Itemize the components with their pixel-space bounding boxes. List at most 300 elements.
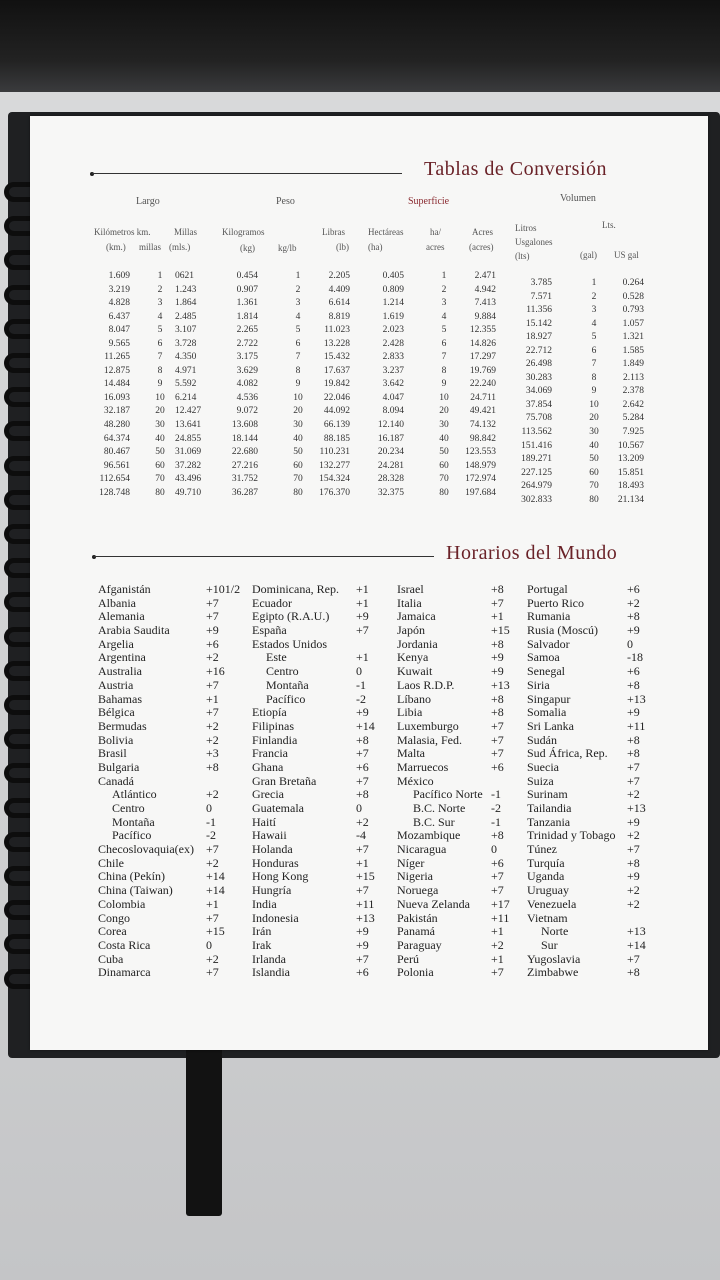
time-offset: +1 [356,595,369,610]
table-cell: 40 [439,433,449,444]
table-cell: 32.375 [377,487,404,498]
country-name: Bermudas [98,718,147,733]
list-item [98,802,248,816]
country-name: Libia [397,705,423,720]
table-cell: 30.283 [525,372,552,383]
country-name: Bulgaria [98,759,140,774]
list-item [252,857,392,871]
list-item [527,665,662,679]
time-offset: +1 [356,855,369,870]
table-cell: 6 [591,345,597,356]
country-name: Túnez [527,842,557,857]
table-cell: 12.140 [377,420,404,431]
header-hectareas: Hectáreas [368,227,404,237]
country-name: Kenya [397,650,429,665]
table-cell: 17.297 [469,352,496,363]
list-item [252,610,392,624]
list-item [252,816,392,830]
table-cell: 14.826 [469,338,496,349]
table-cell: 60 [439,460,449,471]
list-item [397,597,522,611]
table-cell: 80 [589,494,599,505]
country-name: Islandia [252,965,290,980]
country-name: Polonia [397,965,434,980]
time-offset: +1 [491,924,504,939]
list-item [397,953,522,967]
time-offset: +9 [627,705,640,720]
time-offset: +2 [356,814,369,829]
time-offset: +8 [491,705,504,720]
country-name: Austria [98,677,134,692]
list-item [397,939,522,953]
country-name: Perú [397,951,419,966]
table-cell: 80 [293,487,303,498]
world-times-column-1 [98,583,248,980]
table-cell: 8.094 [382,406,404,417]
list-item [527,679,662,693]
time-offset: +1 [206,691,219,706]
list-item [252,925,392,939]
list-item [98,597,248,611]
country-name: India [252,896,277,911]
time-offset: +15 [491,623,510,638]
list-item [527,898,662,912]
list-item [397,747,522,761]
list-item [98,870,248,884]
list-item [397,843,522,857]
country-name: Colombia [98,896,146,911]
country-name: Marruecos [397,759,449,774]
time-offset: +2 [206,650,219,665]
list-item [527,816,662,830]
time-offset: +9 [627,623,640,638]
table-cell: 40 [293,433,303,444]
list-item [397,624,522,638]
table-cell: 16.187 [377,433,404,444]
country-name: Tailandia [527,801,572,815]
country-name: Bahamas [98,691,142,706]
world-times-column-3 [397,583,522,980]
time-offset: +8 [627,746,640,761]
table-cell: 3.629 [236,365,258,376]
country-name: México [397,773,434,788]
table-cell: 3 [441,298,447,309]
table-cell: 197.684 [465,487,496,498]
list-item [98,624,248,638]
country-name: Samoa [527,650,560,665]
table-cell: 2 [591,291,597,302]
country-name: Norte [541,924,569,939]
time-offset: +9 [206,623,219,638]
list-item [397,610,522,624]
time-offset: +7 [627,773,640,788]
world-times-column-4 [527,583,662,980]
table-cell: 21.134 [617,494,644,505]
country-name: Checoslovaquia(ex) [98,842,194,857]
time-offset: +8 [627,609,640,624]
table-cell: 151.416 [521,440,552,451]
table-cell: 22.680 [231,447,258,458]
country-name: Hawaii [252,828,287,843]
list-item [98,953,248,967]
list-item [98,966,248,980]
table-cell: 9.884 [474,311,496,322]
country-name: Salvador [527,636,570,651]
table-cell: 112.654 [99,474,130,485]
table-cell: 3.107 [175,325,197,336]
table-cell: 7.571 [530,291,552,302]
time-offset: +11 [356,896,375,911]
table-cell: 176.370 [319,487,350,498]
list-item [527,624,662,638]
country-name: Pacífico [266,691,306,706]
table-cell: 16.093 [103,392,130,403]
table-cell: 34.069 [525,386,552,397]
header-kg: (kg) [240,243,255,253]
country-name: Montaña [266,677,309,692]
country-name: Italia [397,595,422,610]
list-item [252,802,392,816]
country-name: Cuba [98,951,124,966]
country-name: Montaña [112,814,155,829]
list-item [527,802,662,816]
table-cell: 3.237 [382,365,404,376]
table-cell: 18.927 [525,332,552,343]
time-offset: +8 [627,677,640,692]
header-gal: (gal) [580,250,597,260]
table-cell: 19.842 [323,379,350,390]
table-cell: 1.864 [175,298,197,309]
column-ha [366,270,404,500]
list-item [397,912,522,926]
country-name: Hong Kong [252,869,309,884]
list-item [252,884,392,898]
time-offset: +2 [206,855,219,870]
country-name: Albania [98,595,136,610]
table-cell: 17.637 [323,365,350,376]
time-offset: +9 [627,869,640,884]
time-offset: +14 [356,718,375,733]
table-cell: 22.712 [525,345,552,356]
time-offset: +7 [206,595,219,610]
country-name: Senegal [527,664,565,679]
list-item [397,583,522,597]
list-item [397,925,522,939]
list-item [527,829,662,843]
time-offset: -18 [627,650,643,665]
section-rule [92,173,402,174]
list-item [98,816,248,830]
list-item [252,843,392,857]
list-item [98,679,248,693]
time-offset: 0 [356,664,362,679]
table-cell: 48.280 [103,420,130,431]
country-name: B.C. Norte [413,801,466,815]
table-cell: 70 [589,481,599,492]
list-item [397,898,522,912]
time-offset: +2 [206,787,219,802]
country-name: Suiza [527,773,554,788]
table-cell: 11.265 [104,352,130,363]
time-offset: +6 [491,759,504,774]
country-name: China (Taiwan) [98,883,173,898]
list-item [98,775,248,789]
list-item [252,720,392,734]
list-item [252,898,392,912]
country-name: Haití [252,814,276,829]
table-cell: 5 [295,325,301,336]
header-libras: Libras [322,227,345,237]
time-offset: +6 [356,965,369,980]
time-offset: +2 [206,951,219,966]
table-cell: 1 [295,271,301,281]
country-name: Pacífico [112,828,152,843]
time-offset: +7 [491,883,504,898]
time-offset: +7 [627,759,640,774]
time-offset: +7 [356,883,369,898]
table-cell: 1 [591,278,597,288]
country-name: Sri Lanka [527,718,574,733]
table-cell: 1.849 [622,359,644,370]
list-item [397,816,522,830]
time-offset: +7 [491,732,504,747]
country-name: Irán [252,924,272,939]
time-offset: -1 [491,787,501,802]
country-name: Vietnam [527,910,568,925]
list-item [98,843,248,857]
country-name: Filipinas [252,718,295,733]
table-cell: 110.231 [319,447,350,458]
time-offset: +9 [356,609,369,624]
country-name: Ghana [252,759,284,774]
list-item [98,583,248,597]
table-cell: 1.214 [382,298,404,309]
header-lts: Lts. [602,220,616,230]
time-offset: +8 [491,828,504,843]
table-cell: 123.553 [465,447,496,458]
time-offset: +2 [491,937,504,952]
column-lts-mid [584,277,604,507]
table-cell: 20 [155,406,165,417]
country-name: Malta [397,746,425,761]
time-offset: +7 [206,842,219,857]
country-name: B.C. Sur [413,814,455,829]
table-cell: 12.355 [469,325,496,336]
table-cell: 0.809 [382,284,404,295]
country-name: Trinidad y Tobago [527,828,616,843]
time-offset: -1 [206,814,216,829]
table-cell: 9 [591,386,597,397]
list-item [527,597,662,611]
time-offset: +7 [627,842,640,857]
time-offset: +7 [491,746,504,761]
list-item [397,870,522,884]
table-cell: 49.710 [175,487,202,498]
time-offset: +13 [627,924,646,939]
time-offset: +2 [627,787,640,802]
table-cell: 24.281 [377,460,404,471]
country-name: Corea [98,924,127,939]
table-cell: 11.023 [324,325,350,336]
country-name: Bolivia [98,732,134,747]
time-offset: +9 [491,650,504,665]
time-offset: +7 [356,842,369,857]
time-offset: +8 [627,965,640,980]
list-item [527,870,662,884]
dark-background [0,0,720,92]
table-cell: 264.979 [521,481,552,492]
country-name: Holanda [252,842,293,857]
header-ha-acres: ha/ [430,227,441,237]
list-item [252,597,392,611]
country-name: Puerto Rico [527,595,584,610]
list-item [252,734,392,748]
table-cell: 8 [157,365,163,376]
table-cell: 80 [155,487,165,498]
table-cell: 2 [441,284,447,295]
list-item [252,679,392,693]
time-offset: +2 [627,595,640,610]
country-name: Sur [541,937,558,952]
table-cell: 12.427 [175,406,202,417]
table-cell: 13.608 [231,420,258,431]
column-km-mid [150,270,170,500]
column-lts [516,277,552,507]
table-cell: 9.565 [108,338,130,349]
country-name: Líbano [397,691,431,706]
table-cell: 24.855 [175,433,202,444]
table-cell: 30 [155,420,165,431]
country-name: Pakistán [397,910,438,925]
table-cell: 4.536 [236,392,258,403]
country-name: España [252,623,287,638]
table-cell: 20 [439,406,449,417]
list-item [252,747,392,761]
table-cell: 64.374 [103,433,130,444]
list-item [397,802,522,816]
table-cell: 2.378 [622,386,644,397]
list-item [252,829,392,843]
time-offset: +3 [206,746,219,761]
country-name: Uruguay [527,883,569,898]
table-cell: 0.264 [622,278,644,288]
column-usgal [610,277,644,507]
country-name: Dominicana, Rep. [252,582,339,596]
time-offset: +1 [206,896,219,911]
list-item [527,706,662,720]
list-item [527,693,662,707]
list-item [252,624,392,638]
time-offset: +14 [206,869,225,884]
list-item [397,966,522,980]
time-offset: +11 [627,718,646,733]
table-cell: 26.498 [525,359,552,370]
table-cell: 8 [441,365,447,376]
time-offset: +13 [627,801,646,815]
country-name: Centro [112,801,145,815]
country-name: Uganda [527,869,565,884]
country-name: Brasil [98,746,127,761]
table-cell: 13.209 [617,454,644,465]
table-cell: 22.046 [323,392,350,403]
table-cell: 2.485 [175,311,197,322]
country-name: Egipto (R.A.U.) [252,609,330,624]
header-acres-unit: (acres) [469,242,494,252]
table-cell: 13.228 [323,338,350,349]
table-cell: 10.567 [617,440,644,451]
table-cell: 9.072 [236,406,258,417]
table-cell: 2.205 [328,271,350,281]
table-cell: 3 [157,298,163,309]
list-item [527,761,662,775]
time-offset: -4 [356,828,366,843]
table-cell: 60 [155,460,165,471]
country-name: Rumania [527,609,571,624]
table-cell: 0.405 [382,271,404,281]
list-item [527,720,662,734]
time-offset: 0 [356,801,362,815]
list-item [98,939,248,953]
header-ha: (ha) [368,242,383,252]
list-item [397,884,522,898]
table-cell: 6.437 [108,311,130,322]
header-millas-km: millas [139,242,161,252]
list-item [527,925,662,939]
country-name: Afganistán [98,582,151,596]
table-cell: 3.642 [382,379,404,390]
time-offset: +2 [627,828,640,843]
time-offset: +8 [356,787,369,802]
time-offset: +7 [206,910,219,925]
time-offset: 0 [206,937,212,952]
list-item [98,884,248,898]
table-cell: 154.324 [319,474,350,485]
table-cell: 28.328 [377,474,404,485]
table-cell: 1.321 [622,332,644,343]
table-cell: 1.361 [236,298,258,309]
country-name: Jamaica [397,609,436,624]
table-cell: 2.833 [382,352,404,363]
country-name: Finlandia [252,732,298,747]
column-ha-mid [434,270,454,500]
list-item [527,747,662,761]
table-cell: 12.875 [103,365,130,376]
country-name: Siria [527,677,550,692]
time-offset: +14 [627,937,646,952]
list-item [98,912,248,926]
table-cell: 6.614 [328,298,350,309]
table-cell: 1 [157,271,163,281]
time-offset: +101/2 [206,582,241,596]
list-item [98,898,248,912]
table-cell: 15.142 [525,318,552,329]
country-name: Malasia, Fed. [397,732,462,747]
table-cell: 0.793 [622,305,644,316]
table-cell: 4.828 [108,298,130,309]
list-item [252,775,392,789]
country-name: Etiopía [252,705,287,720]
bookmark-ribbon [186,1048,222,1216]
table-cell: 31.752 [231,474,258,485]
list-item [527,884,662,898]
list-item [397,775,522,789]
conversion-title: Tablas de Conversión [424,158,608,180]
table-cell: 11.356 [526,305,552,316]
list-item [397,829,522,843]
table-cell: 40 [155,433,165,444]
time-offset: -2 [356,691,366,706]
table-cell: 27.216 [231,460,258,471]
